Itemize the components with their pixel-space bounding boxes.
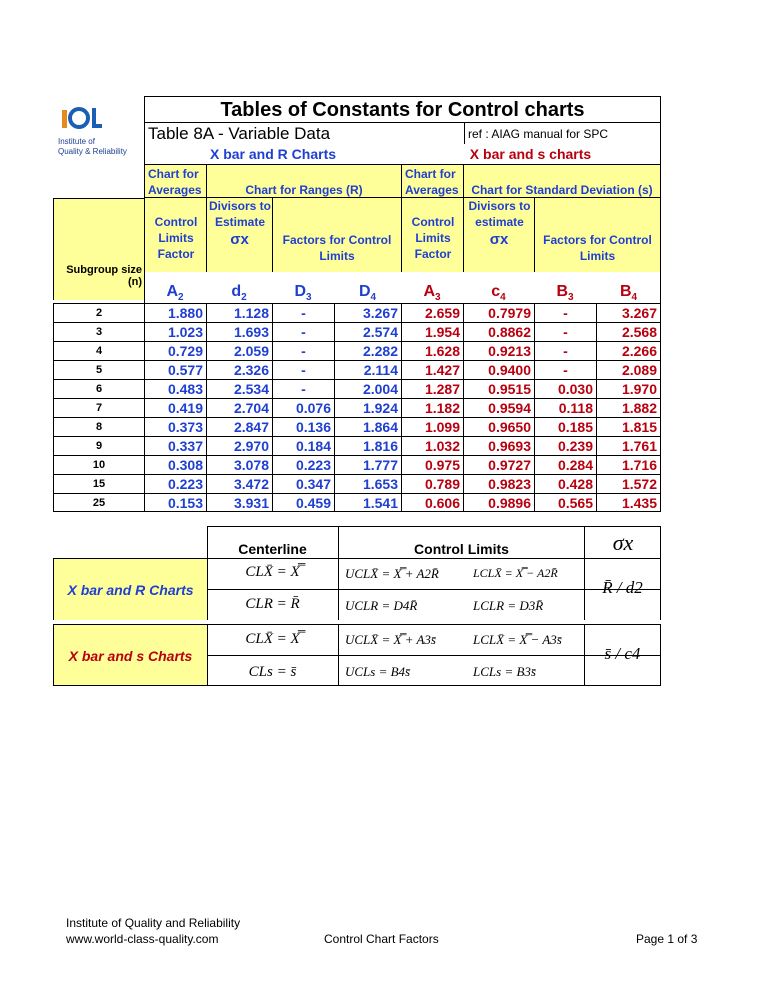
group-title-xbar-r: X bar and R Charts <box>144 144 401 164</box>
table-row <box>53 493 661 512</box>
cell-d2: 2.970 <box>206 436 272 455</box>
cell-a2: 0.373 <box>144 417 206 436</box>
formula-cl-xbar-s: CLX̄ = X̿ <box>245 631 300 647</box>
cell-d4: 1.816 <box>334 436 401 455</box>
cell-a3: 0.606 <box>401 493 463 512</box>
cell-b4: 2.089 <box>596 360 661 379</box>
cell-b3: 0.239 <box>534 436 596 455</box>
cell-d3: - <box>272 322 334 341</box>
cell-d2: 2.059 <box>206 341 272 360</box>
formula-ucl-s: UCLs = B4s̄ <box>345 664 411 679</box>
cell-a2: 1.023 <box>144 322 206 341</box>
row-label-xbar-r: X bar and R Charts <box>53 558 207 620</box>
cell-b4: 3.267 <box>596 303 661 322</box>
header-divisors-1: Divisors to Estimate σx <box>206 198 272 272</box>
subgroup-size-cell: 8 <box>53 417 144 436</box>
cell-c4: 0.9594 <box>463 398 534 417</box>
cell-a3: 1.032 <box>401 436 463 455</box>
cell-d4: 2.114 <box>334 360 401 379</box>
table-row <box>53 379 661 398</box>
cell-a3: 1.427 <box>401 360 463 379</box>
symbol-b3: $B_3$ <box>556 283 574 304</box>
subgroup-size-cell: 6 <box>53 379 144 398</box>
header-control-limits-factor-1: Control Limits Factor <box>144 198 206 272</box>
header-chart-averages-2: Chart for Averages <box>401 164 463 198</box>
cell-d4: 2.574 <box>334 322 401 341</box>
group-title-xbar-s: X bar and s charts <box>401 144 661 164</box>
footer-page-number: Page 1 of 3 <box>636 932 698 946</box>
symbol-d3: $D_3$ <box>294 283 312 304</box>
formula-lcl-xbar-r: LCLX̄ = X̿ − A2R̄ <box>473 566 558 580</box>
cell-c4: 0.9727 <box>463 455 534 474</box>
cell-d2: 3.472 <box>206 474 272 493</box>
subgroup-size-cell: 3 <box>53 322 144 341</box>
symbol-d2: $d_2$ <box>231 283 247 304</box>
cell-d4: 2.004 <box>334 379 401 398</box>
subgroup-size-cell: 7 <box>53 398 144 417</box>
cell-d2: 1.128 <box>206 303 272 322</box>
cell-b3: 0.565 <box>534 493 596 512</box>
footer-center: Control Chart Factors <box>324 932 439 946</box>
subgroup-size-cell: 10 <box>53 455 144 474</box>
formula-cl-xbar-r: CLX̄ = X̿ <box>245 564 300 580</box>
header-subgroup-spacer <box>53 198 144 272</box>
formula-vline-r1 <box>338 558 339 620</box>
header-divisors-2: Divisors to estimate σx <box>463 198 534 272</box>
symbol-row-frame <box>144 272 661 303</box>
cell-d3: 0.347 <box>272 474 334 493</box>
cell-a2: 0.308 <box>144 455 206 474</box>
cell-d2: 2.704 <box>206 398 272 417</box>
cell-d2: 3.078 <box>206 455 272 474</box>
cell-d4: 1.924 <box>334 398 401 417</box>
cell-b4: 2.568 <box>596 322 661 341</box>
cell-a3: 2.659 <box>401 303 463 322</box>
cell-c4: 0.7979 <box>463 303 534 322</box>
cell-d3: - <box>272 360 334 379</box>
cell-a3: 1.099 <box>401 417 463 436</box>
cell-d4: 3.267 <box>334 303 401 322</box>
sigma-x-header: σx <box>584 526 661 558</box>
footer-org: Institute of Quality and Reliability <box>66 916 241 930</box>
page-title: Tables of Constants for Control charts <box>144 96 661 122</box>
formula-cl-r: CLR = R̄ <box>245 596 300 612</box>
cell-b3: 0.118 <box>534 398 596 417</box>
cell-b3: 0.284 <box>534 455 596 474</box>
table-row <box>53 398 661 417</box>
cell-a2: 0.483 <box>144 379 206 398</box>
cell-c4: 0.9400 <box>463 360 534 379</box>
cell-c4: 0.9693 <box>463 436 534 455</box>
cell-a3: 1.628 <box>401 341 463 360</box>
cell-a2: 0.153 <box>144 493 206 512</box>
cell-d3: 0.223 <box>272 455 334 474</box>
header-chart-ranges: Chart for Ranges (R) <box>206 164 401 198</box>
cell-b3: - <box>534 303 596 322</box>
cell-d3: - <box>272 303 334 322</box>
formula-lcl-s: LCLs = B3s̄ <box>473 664 536 679</box>
subgroup-size-cell: 9 <box>53 436 144 455</box>
header-chart-averages-1: Chart for Averages <box>144 164 206 198</box>
cell-a3: 0.975 <box>401 455 463 474</box>
institute-logo <box>58 104 140 164</box>
cell-a2: 0.577 <box>144 360 206 379</box>
logo-text-line2: Quality & Reliability <box>58 147 127 156</box>
reference-note: ref : AIAG manual for SPC <box>464 122 661 144</box>
cell-d4: 1.864 <box>334 417 401 436</box>
table-row <box>53 474 661 493</box>
cell-d4: 1.777 <box>334 455 401 474</box>
cell-b3: 0.428 <box>534 474 596 493</box>
cell-c4: 0.8862 <box>463 322 534 341</box>
cell-d3: - <box>272 379 334 398</box>
subgroup-size-cell: 25 <box>53 493 144 512</box>
cell-a3: 0.789 <box>401 474 463 493</box>
cell-d2: 3.931 <box>206 493 272 512</box>
formula-sigma-s: s̄ / c4 <box>604 644 641 663</box>
cell-d3: 0.459 <box>272 493 334 512</box>
cell-b4: 1.882 <box>596 398 661 417</box>
cell-b4: 1.815 <box>596 417 661 436</box>
centerline-header: Centerline <box>238 541 307 557</box>
subgroup-size-cell: 15 <box>53 474 144 493</box>
cell-d3: 0.184 <box>272 436 334 455</box>
cell-d4: 1.541 <box>334 493 401 512</box>
table-row <box>53 436 661 455</box>
table-row <box>53 417 661 436</box>
cell-a3: 1.287 <box>401 379 463 398</box>
formula-lcl-r: LCLR = D3R̄ <box>473 598 544 613</box>
logo-text-line1: Institute of <box>58 137 95 146</box>
row-label-xbar-s: X bar and s Charts <box>53 624 207 686</box>
iqr-logo-icon <box>60 104 104 134</box>
table-subtitle: Table 8A - Variable Data <box>144 122 464 144</box>
header-control-limits-factor-2: Control Limits Factor <box>401 198 463 272</box>
header-chart-sd: Chart for Standard Deviation (s) <box>463 164 661 198</box>
formula-lcl-xbar-s: LCLX̄ = X̿ − A3s̄ <box>473 632 562 647</box>
symbol-d4: $D_4$ <box>358 283 377 304</box>
cell-d4: 2.282 <box>334 341 401 360</box>
cell-d4: 1.653 <box>334 474 401 493</box>
cell-b4: 1.970 <box>596 379 661 398</box>
cell-a2: 0.223 <box>144 474 206 493</box>
formula-ucl-r: UCLR = D4R̄ <box>345 598 418 613</box>
cell-b4: 2.266 <box>596 341 661 360</box>
formula-sigma-r: R̄ / d2 <box>602 578 643 597</box>
symbol-a3: $A_3$ <box>423 283 441 304</box>
cell-c4: 0.9515 <box>463 379 534 398</box>
formula-ucl-xbar-s: UCLX̄ = X̿ + A3s̄ <box>345 632 436 647</box>
cell-c4: 0.9650 <box>463 417 534 436</box>
cell-c4: 0.9896 <box>463 493 534 512</box>
symbol-b4: $B_4$ <box>619 283 638 304</box>
symbol-a2: $A_2$ <box>166 283 184 304</box>
footer-url[interactable]: www.world-class-quality.com <box>66 932 219 946</box>
subgroup-size-cell: 4 <box>53 341 144 360</box>
table-row <box>53 455 661 474</box>
cell-b4: 1.761 <box>596 436 661 455</box>
cell-b4: 1.572 <box>596 474 661 493</box>
cell-a2: 0.337 <box>144 436 206 455</box>
cell-b3: 0.185 <box>534 417 596 436</box>
cell-d3: - <box>272 341 334 360</box>
cell-d3: 0.076 <box>272 398 334 417</box>
cell-a3: 1.954 <box>401 322 463 341</box>
formula-cl-s: CLs = s̄ <box>248 664 297 680</box>
cell-a2: 0.729 <box>144 341 206 360</box>
table-row <box>53 341 661 360</box>
formula-ucl-xbar-r: UCLX̄ = X̿ + A2R̄ <box>345 566 439 581</box>
cell-b4: 1.435 <box>596 493 661 512</box>
table-row <box>53 322 661 341</box>
formula-table <box>53 526 661 688</box>
cell-c4: 0.9823 <box>463 474 534 493</box>
subgroup-size-cell: 5 <box>53 360 144 379</box>
header-subgroup-size: Subgroup size (n) <box>53 264 144 300</box>
cell-d2: 2.847 <box>206 417 272 436</box>
table-row <box>53 360 661 379</box>
cell-d2: 2.534 <box>206 379 272 398</box>
header-factors-control-limits-1: Factors for Control Limits <box>272 198 401 272</box>
cell-d3: 0.136 <box>272 417 334 436</box>
cell-c4: 0.9213 <box>463 341 534 360</box>
cell-b3: 0.030 <box>534 379 596 398</box>
formula-vline-s1 <box>338 624 339 686</box>
control-limits-header: Control Limits <box>338 526 584 558</box>
cell-d2: 2.326 <box>206 360 272 379</box>
cell-a2: 1.880 <box>144 303 206 322</box>
cell-a3: 1.182 <box>401 398 463 417</box>
subgroup-size-cell: 2 <box>53 303 144 322</box>
symbol-c4: $c_4$ <box>491 283 506 304</box>
cell-b4: 1.716 <box>596 455 661 474</box>
cell-d2: 1.693 <box>206 322 272 341</box>
header-factors-control-limits-2: Factors for Control Limits <box>534 198 661 272</box>
table-row <box>53 303 661 322</box>
cell-b3: - <box>534 341 596 360</box>
cell-b3: - <box>534 322 596 341</box>
cell-a2: 0.419 <box>144 398 206 417</box>
cell-b3: - <box>534 360 596 379</box>
